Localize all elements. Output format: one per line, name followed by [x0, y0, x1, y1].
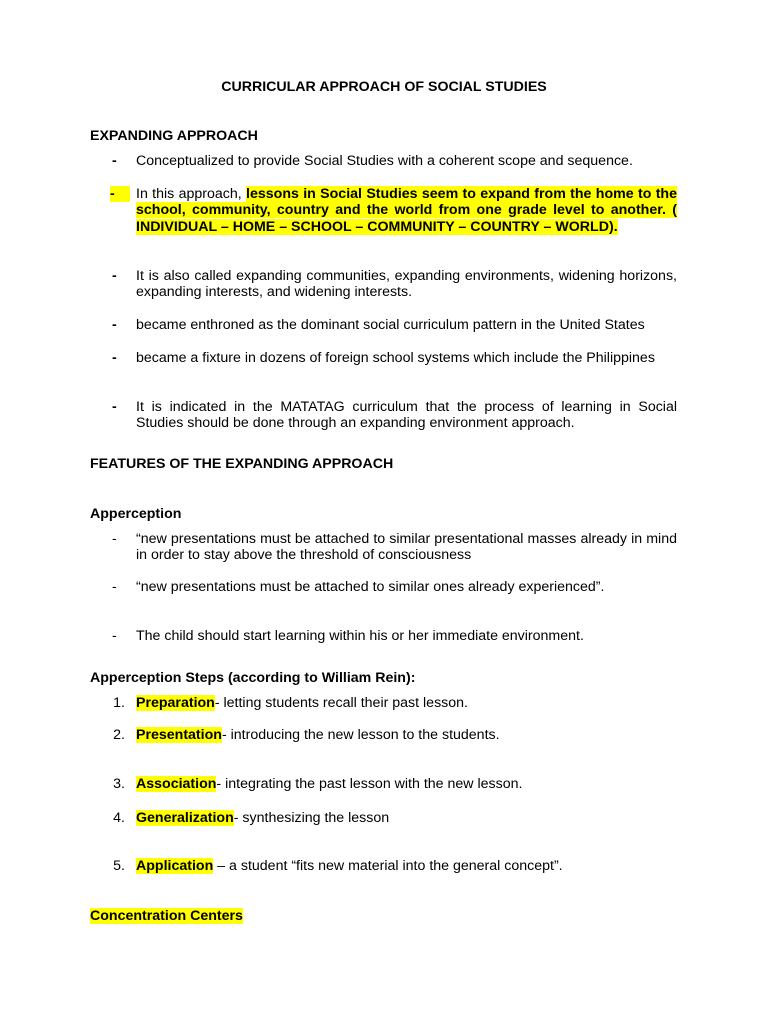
step-term: Preparation — [136, 695, 215, 711]
step-number: 5. — [113, 858, 125, 874]
step-description: - integrating the past lesson with the new lesson. — [216, 776, 523, 792]
list-item — [90, 695, 677, 711]
bullet-text: Conceptualized to provide Social Studies with a coherent scope and sequence. — [136, 153, 633, 169]
step-number: 3. — [113, 776, 125, 792]
step-text — [136, 858, 677, 874]
highlighted-bullet-marker: - — [110, 186, 130, 202]
list-item — [90, 350, 677, 366]
step-text — [136, 810, 677, 826]
concentration-centers-heading — [90, 908, 243, 924]
apperception-subheading: Apperception — [90, 506, 182, 522]
step-number: 1. — [113, 695, 125, 711]
list-item — [90, 531, 677, 564]
step-term: Application — [136, 858, 214, 874]
bullet-marker: - — [112, 350, 117, 366]
bullet-marker: - — [112, 317, 117, 333]
bullet-text: It is also called expanding communities, expanding environments, widening horizons, expanding interests, and widening interests. — [136, 268, 677, 301]
concentration-centers-label: Concentration Centers — [90, 908, 243, 924]
step-term: Generalization — [136, 810, 234, 826]
step-description: - synthesizing the lesson — [233, 810, 390, 826]
expanding-approach-heading: EXPANDING APPROACH — [90, 128, 258, 144]
list-item — [90, 858, 677, 874]
bullet-marker: - — [112, 628, 117, 644]
step-description: – a student “fits new material into the general concept”. — [213, 858, 563, 874]
step-term: Presentation — [136, 727, 222, 743]
step-number: 4. — [113, 810, 125, 826]
bullet-text — [136, 186, 677, 235]
list-item — [90, 579, 677, 595]
list-item — [90, 399, 677, 432]
apperception-steps-heading: Apperception Steps (according to William Rein): — [90, 670, 416, 686]
bullet-text: It is indicated in the MATATAG curriculum that the process of learning in Social Studies should be done through an expanding environment approach. — [136, 399, 677, 432]
list-item — [90, 153, 677, 169]
list-item — [90, 186, 677, 235]
document-title: CURRICULAR APPROACH OF SOCIAL STUDIES — [221, 79, 547, 95]
bullet-marker: - — [112, 153, 117, 169]
bullet-text: “new presentations must be attached to similar presentational masses already in mind in order to stay above the threshold of consciousness — [136, 531, 677, 564]
highlighted-bullet-text: lessons in Social Studies seem to expand from the home to the school, community, country and the world from one grade level to another. ( INDIVIDUAL – HOME – SCHOOL – COMMUNITY – COUNTRY – WORLD). — [136, 186, 677, 235]
step-number: 2. — [113, 727, 125, 743]
list-item — [90, 810, 677, 826]
bullet-prefix: In this approach, — [136, 186, 247, 202]
step-text — [136, 727, 677, 743]
step-description: - introducing the new lesson to the students. — [221, 727, 500, 743]
list-item — [90, 628, 677, 644]
bullet-text: became a fixture in dozens of foreign school systems which include the Philippines — [136, 350, 655, 366]
list-item — [90, 776, 677, 792]
bullet-text: became enthroned as the dominant social curriculum pattern in the United States — [136, 317, 645, 333]
bullet-marker: - — [112, 268, 117, 284]
bullet-marker: - — [112, 531, 117, 547]
step-text — [136, 695, 677, 711]
list-item — [90, 317, 677, 333]
bullet-text: “new presentations must be attached to similar ones already experienced”. — [136, 579, 605, 595]
bullet-text: The child should start learning within his or her immediate environment. — [136, 628, 584, 644]
bullet-marker: - — [112, 579, 117, 595]
step-term: Association — [136, 776, 217, 792]
bullet-marker — [110, 186, 128, 202]
list-item — [90, 727, 677, 743]
features-heading: FEATURES OF THE EXPANDING APPROACH — [90, 456, 394, 472]
step-text — [136, 776, 677, 792]
list-item — [90, 268, 677, 301]
bullet-marker: - — [112, 399, 117, 415]
step-description: - letting students recall their past lesson. — [214, 695, 468, 711]
